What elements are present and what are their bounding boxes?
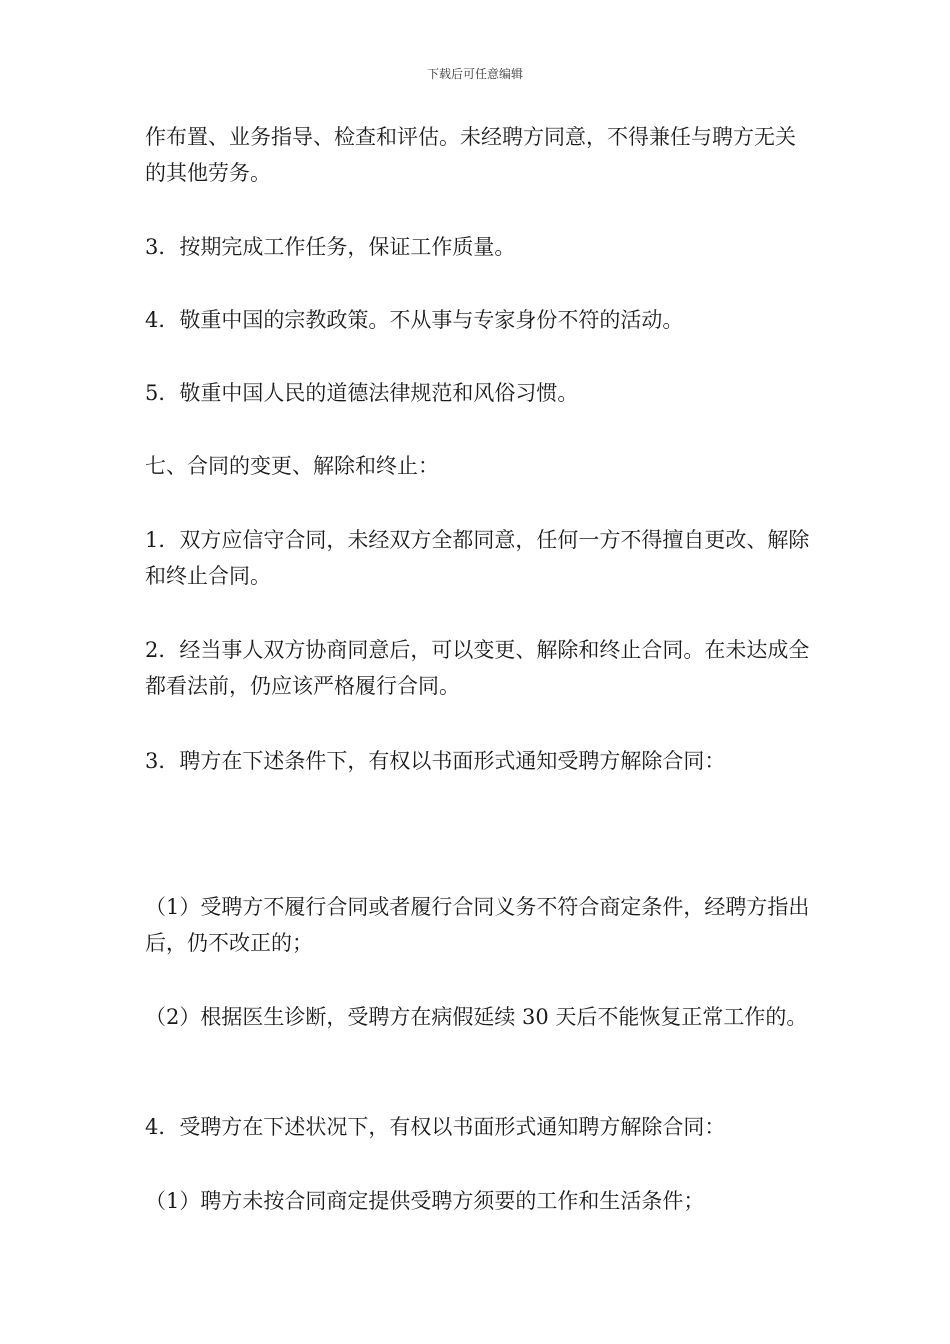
paragraph-work-duties: 作布置、业务指导、检查和评估。未经聘方同意，不得兼任与聘方无关的其他劳务。 xyxy=(145,125,796,185)
paragraph-item-5-customs: 5．敬重中国人民的道德法律规范和风俗习惯。 xyxy=(145,381,579,405)
paragraph-item-3-quality: 3．按期完成工作任务，保证工作质量。 xyxy=(145,235,516,259)
paragraph-item-3-employer-rights: 3．聘方在下述条件下，有权以书面形式通知受聘方解除合同： xyxy=(145,749,726,773)
paragraph-subitem-2-sick-leave: （2）根据医生诊断，受聘方在病假延续 30 天后不能恢复正常工作的。 xyxy=(145,1005,808,1029)
paragraph-item-4-employee-rights: 4．受聘方在下述状况下，有权以书面形式通知聘方解除合同： xyxy=(145,1115,726,1139)
paragraph-item-1-honor-contract: 1．双方应信守合同，未经双方全都同意，任何一方不得擅自更改、解除和终止合同。 xyxy=(145,528,810,588)
paragraph-item-2-negotiation: 2．经当事人双方协商同意后，可以变更、解除和终止合同。在未达成全都看法前，仍应该严格履行合同。 xyxy=(145,638,810,698)
section-heading-contract-change: 七、合同的变更、解除和终止： xyxy=(145,454,439,478)
paragraph-item-4-religion: 4．敬重中国的宗教政策。不从事与专家身份不符的活动。 xyxy=(145,308,684,332)
paragraph-subitem-1-nonperformance: （1）受聘方不履行合同或者履行合同义务不符合商定条件，经聘方指出后，仍不改正的； xyxy=(145,895,810,955)
paragraph-subitem-1-conditions: （1）聘方未按合同商定提供受聘方须要的工作和生活条件； xyxy=(145,1189,705,1213)
page-header: 下载后可任意编辑 xyxy=(426,67,523,81)
